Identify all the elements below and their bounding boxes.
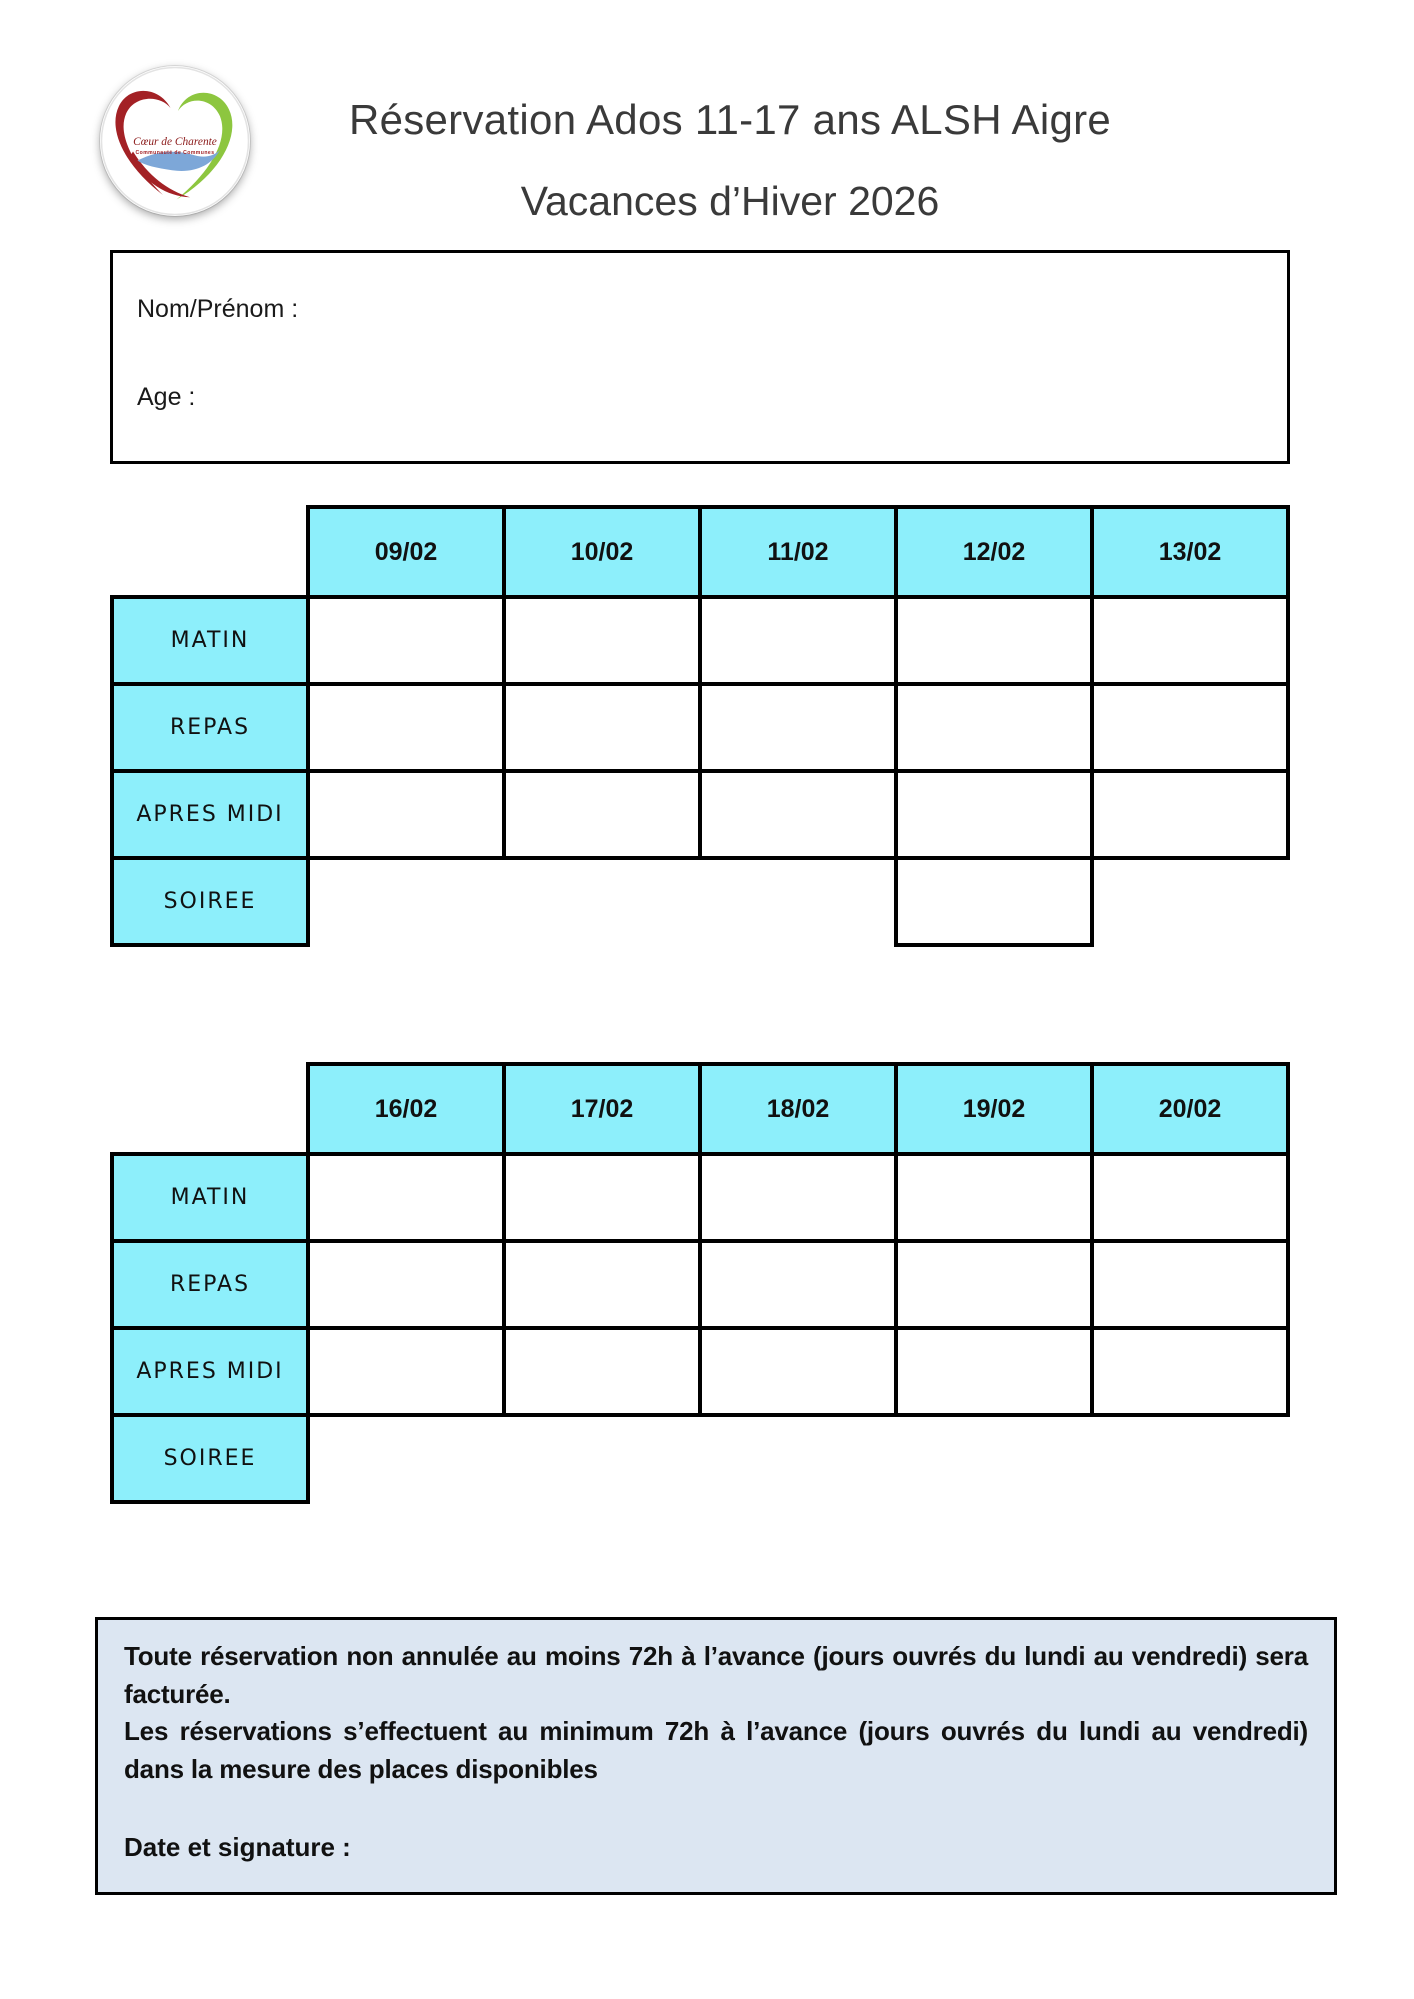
row-label-apres-midi: APRES MIDI (112, 771, 308, 858)
reservation-cell[interactable] (504, 597, 700, 684)
reservation-cell[interactable] (1092, 771, 1288, 858)
page-subtitle: Vacances d’Hiver 2026 (520, 178, 940, 224)
reservation-cell[interactable] (896, 858, 1092, 945)
notes-box (95, 1617, 1337, 1895)
reservation-cell[interactable] (504, 771, 700, 858)
reservation-cell[interactable] (308, 684, 504, 771)
no-service-cell (896, 1415, 1092, 1502)
no-service-cell (504, 1415, 700, 1502)
heart-logo-icon (100, 66, 250, 216)
date-header: 18/02 (700, 1064, 896, 1154)
no-service-cell (308, 1415, 504, 1502)
reservation-cell[interactable] (308, 1241, 504, 1328)
signature-label: Date et signature : (124, 1831, 351, 1862)
row-label-matin: MATIN (112, 597, 308, 684)
date-header: 10/02 (504, 507, 700, 597)
logo-coeur-de-charente (100, 66, 250, 216)
signature-area[interactable] (358, 1835, 678, 1863)
reservation-cell[interactable] (1092, 684, 1288, 771)
row-label-soiree: SOIREE (112, 1415, 308, 1502)
reservation-cell[interactable] (308, 1154, 504, 1241)
reservation-cell[interactable] (1092, 597, 1288, 684)
age-input[interactable] (202, 384, 622, 412)
notes-paragraph-booking: Les réservations s’effectuent au minimum 72h à l’avance (jours ouvrés du lundi au vendredi) dans la mesure des places disponibles (124, 1716, 1308, 1785)
reservation-cell[interactable] (504, 1154, 700, 1241)
reservation-cell[interactable] (308, 597, 504, 684)
row-label-soiree: SOIREE (112, 858, 308, 945)
date-header: 13/02 (1092, 507, 1288, 597)
date-header: 16/02 (308, 1064, 504, 1154)
reservation-cell[interactable] (700, 1328, 896, 1415)
reservation-cell[interactable] (504, 684, 700, 771)
reservation-cell[interactable] (700, 684, 896, 771)
notes-paragraph-cancellation: Toute réservation non annulée au moins 72h à l’avance (jours ouvrés du lundi au vendredi) sera facturée. (124, 1641, 1308, 1709)
info-box (110, 250, 1290, 464)
row-label-matin: MATIN (112, 1154, 308, 1241)
no-service-cell (308, 858, 504, 945)
week1-table (110, 505, 1290, 947)
no-service-cell (504, 858, 700, 945)
reservation-cell[interactable] (700, 1154, 896, 1241)
reservation-cell[interactable] (896, 597, 1092, 684)
age-label: Age : (137, 383, 196, 411)
date-header: 19/02 (896, 1064, 1092, 1154)
reservation-cell[interactable] (504, 1328, 700, 1415)
date-header: 09/02 (308, 507, 504, 597)
reservation-cell[interactable] (896, 771, 1092, 858)
name-label: Nom/Prénom : (137, 295, 299, 323)
page-title: Réservation Ados 11-17 ans ALSH Aigre (348, 96, 1112, 143)
no-service-cell (1092, 858, 1288, 945)
logo-tagline-text: Communauté de Communes (135, 149, 215, 156)
no-service-cell (700, 858, 896, 945)
reservation-cell[interactable] (1092, 1328, 1288, 1415)
row-label-repas: REPAS (112, 1241, 308, 1328)
week2-table (110, 1062, 1290, 1504)
no-service-cell (700, 1415, 896, 1502)
reservation-cell[interactable] (700, 771, 896, 858)
reservation-cell[interactable] (1092, 1241, 1288, 1328)
reservation-cell[interactable] (308, 1328, 504, 1415)
date-header: 12/02 (896, 507, 1092, 597)
reservation-cell[interactable] (896, 1328, 1092, 1415)
no-service-cell (1092, 1415, 1288, 1502)
reservation-cell[interactable] (700, 597, 896, 684)
reservation-cell[interactable] (700, 1241, 896, 1328)
date-header: 17/02 (504, 1064, 700, 1154)
reservation-cell[interactable] (1092, 1154, 1288, 1241)
logo-brand-text: Cœur de Charente (133, 135, 217, 148)
reservation-cell[interactable] (896, 1154, 1092, 1241)
row-label-apres-midi: APRES MIDI (112, 1328, 308, 1415)
row-label-repas: REPAS (112, 684, 308, 771)
reservation-cell[interactable] (308, 771, 504, 858)
reservation-cell[interactable] (896, 1241, 1092, 1328)
corner-spacer (112, 507, 308, 597)
reservation-cell[interactable] (504, 1241, 700, 1328)
date-header: 11/02 (700, 507, 896, 597)
reservation-cell[interactable] (896, 684, 1092, 771)
name-input[interactable] (305, 296, 725, 324)
corner-spacer (112, 1064, 308, 1154)
date-header: 20/02 (1092, 1064, 1288, 1154)
